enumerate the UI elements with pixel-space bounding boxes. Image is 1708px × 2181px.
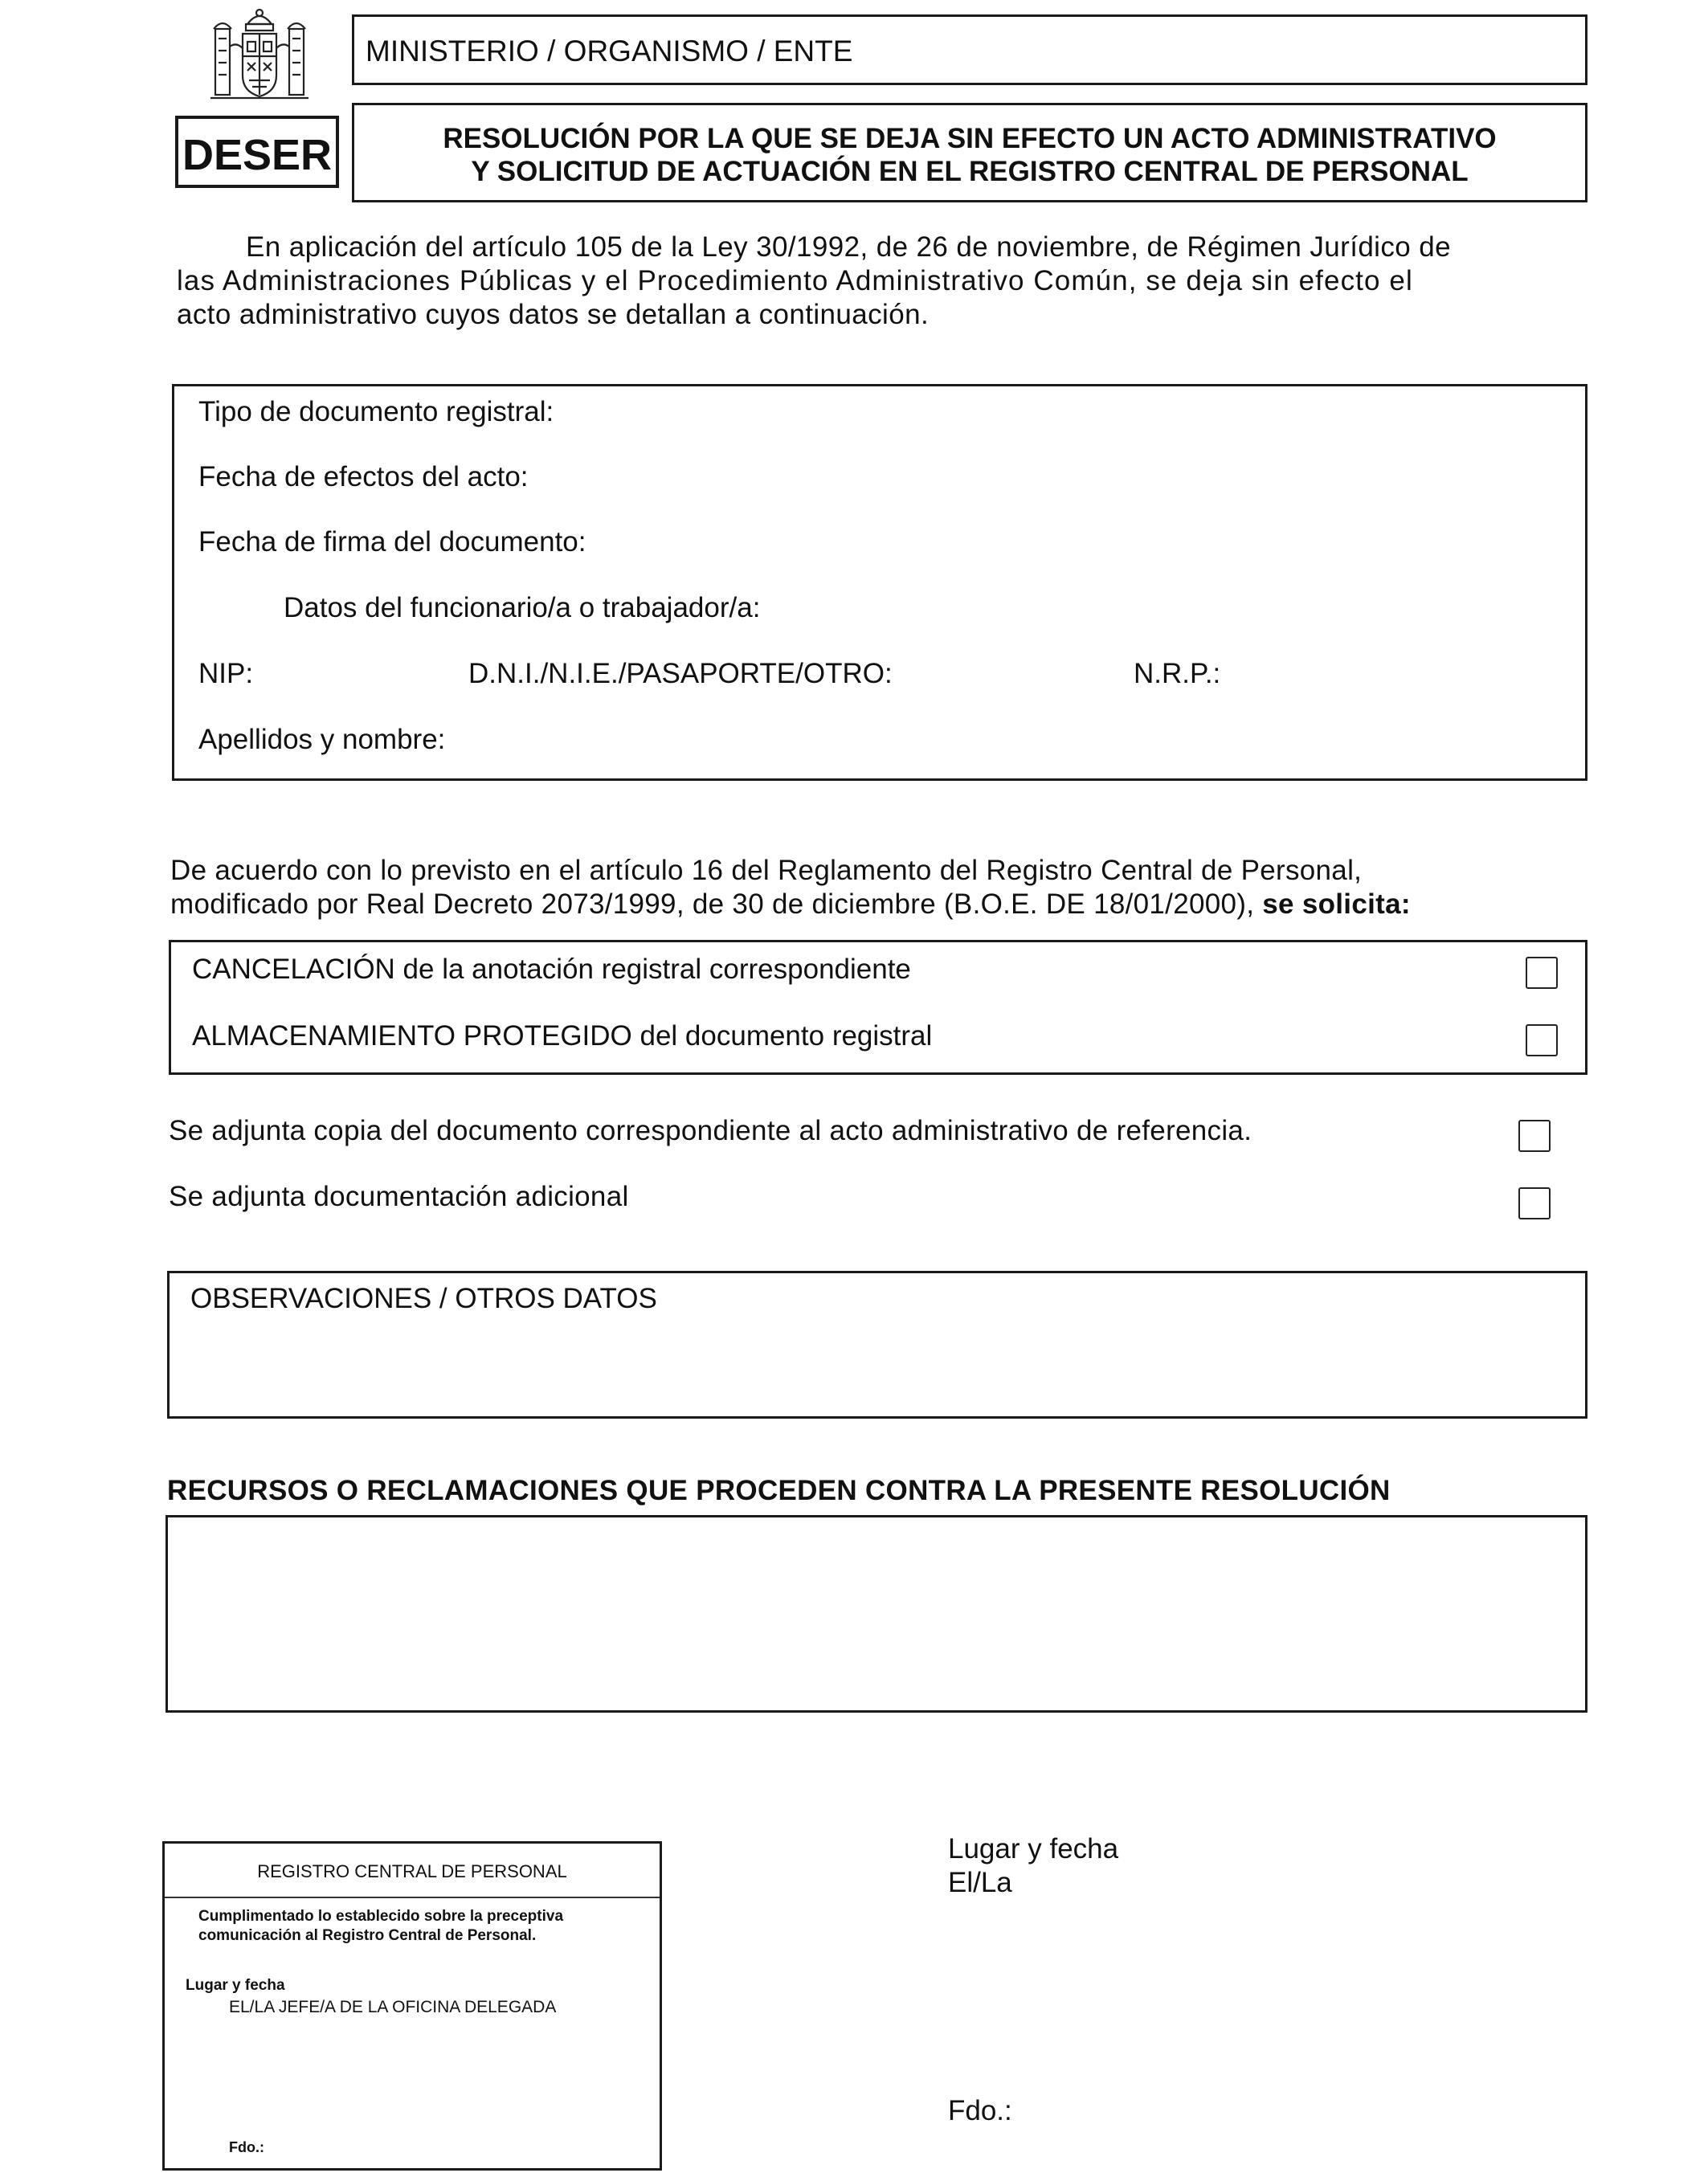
registro-line-1: Cumplimentado lo establecido sobre la preceptiva [198, 1908, 564, 1925]
registro-fdo: Fdo.: [229, 2139, 264, 2155]
page-title-line2: Y SOLICITUD DE ACTUACIÓN EN EL REGISTRO CENTRAL DE PERSONAL [471, 156, 1469, 187]
request-line-2-text: modificado por Real Decreto 2073/1999, de 30 de diciembre (B.O.E. DE 18/01/2000), [170, 888, 1255, 920]
ministry-label: MINISTERIO / ORGANISMO / ENTE [366, 35, 853, 67]
form-code: DESER [182, 131, 333, 179]
registro-lugar-fecha: Lugar y fecha [186, 1977, 285, 1994]
cancelacion-checkbox[interactable] [1526, 957, 1558, 989]
registro-central-box [162, 1841, 662, 2171]
fecha-efectos-label: Fecha de efectos del acto: [198, 461, 529, 492]
almacenamiento-checkbox[interactable] [1526, 1024, 1558, 1056]
adjunta-copia-checkbox[interactable] [1518, 1120, 1551, 1152]
title-box [352, 103, 1587, 202]
request-line-1: De acuerdo con lo previsto en el artículo 16 del Reglamento del Registro Central de Personal, [170, 855, 1363, 886]
registro-line-2: comunicación al Registro Central de Personal. [198, 1927, 537, 1944]
recursos-field[interactable] [165, 1515, 1587, 1713]
dni-label: D.N.I./N.I.E./PASAPORTE/OTRO: [468, 658, 893, 689]
request-line-2 [170, 888, 1411, 921]
page-title-line1: RESOLUCIÓN POR LA QUE SE DEJA SIN EFECTO UN ACTO ADMINISTRATIVO [443, 123, 1497, 154]
observaciones-label: OBSERVACIONES / OTROS DATOS [190, 1283, 657, 1314]
signature-el-la: El/La [948, 1867, 1012, 1898]
adjunta-adicional-label: Se adjunta documentación adicional [169, 1181, 629, 1212]
form-code-badge [175, 116, 339, 188]
adjunta-copia-label: Se adjunta copia del documento correspondiente al acto administrativo de referencia. [169, 1115, 1252, 1146]
signature-fdo: Fdo.: [948, 2095, 1012, 2126]
fecha-firma-label: Fecha de firma del documento: [198, 526, 586, 558]
nip-label: NIP: [198, 658, 254, 689]
request-line-2-bold: se solicita: [1262, 888, 1411, 920]
intro-line-2: las Administraciones Públicas y el Procedimiento Administrativo Común, se deja sin efecto el [177, 265, 1413, 296]
adjunta-adicional-checkbox[interactable] [1518, 1187, 1551, 1219]
signature-lugar-fecha: Lugar y fecha [948, 1833, 1119, 1864]
registro-jefe: EL/LA JEFE/A DE LA OFICINA DELEGADA [229, 1998, 557, 2016]
spain-coat-of-arms-icon [207, 6, 312, 107]
registro-divider [165, 1897, 660, 1898]
option-cancelacion-label: CANCELACIÓN de la anotación registral correspondiente [192, 954, 911, 985]
request-options-box [169, 940, 1587, 1075]
option-almacenamiento-label: ALMACENAMIENTO PROTEGIDO del documento registral [192, 1020, 933, 1052]
intro-line-3: acto administrativo cuyos datos se detallan a continuación. [177, 299, 930, 330]
tipo-documento-label: Tipo de documento registral: [198, 396, 554, 427]
recursos-heading: RECURSOS O RECLAMACIONES QUE PROCEDEN CONTRA LA PRESENTE RESOLUCIÓN [167, 1475, 1391, 1506]
registro-central-title: REGISTRO CENTRAL DE PERSONAL [257, 1861, 567, 1881]
act-details-box [172, 384, 1587, 781]
ministry-field[interactable] [352, 14, 1587, 85]
intro-line-1: En aplicación del artículo 105 de la Ley 30/1992, de 26 de noviembre, de Régimen Jurídico de [246, 231, 1451, 263]
datos-funcionario-label: Datos del funcionario/a o trabajador/a: [284, 592, 761, 623]
observaciones-field[interactable] [167, 1271, 1587, 1419]
apellidos-label: Apellidos y nombre: [198, 724, 446, 755]
nrp-label: N.R.P.: [1134, 658, 1221, 689]
